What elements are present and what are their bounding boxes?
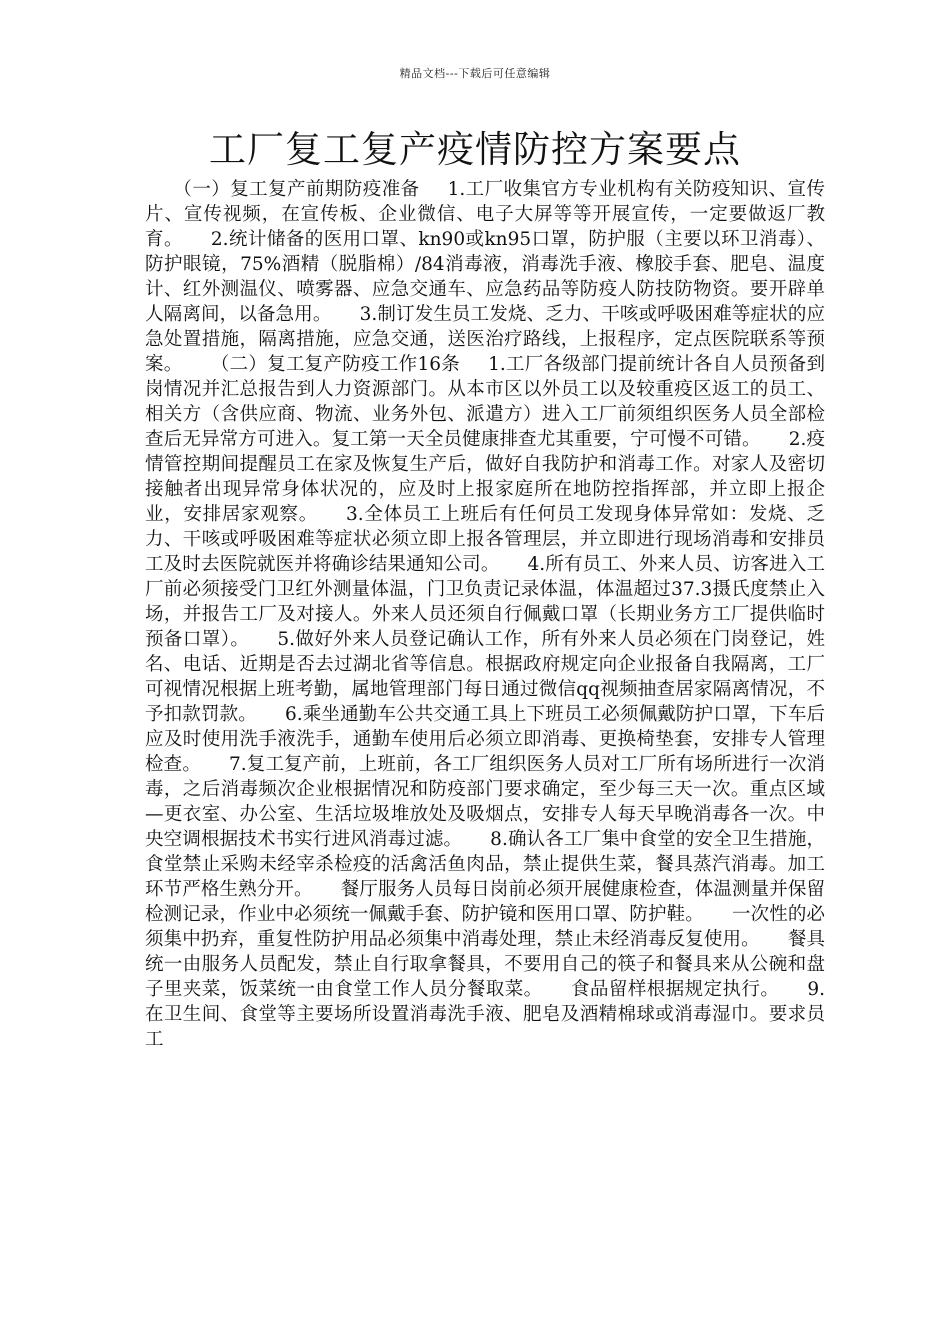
paragraph: 4.所有员工、外来人员、访客进入工厂前必须接受门卫红外测量体温，门卫负责记录体温，体温超过37.3摄氏度禁止入场，并报告工厂及对接人。外来人员还须自行佩戴口罩（长期业务方工厂提供临时预备口罩）。 [145,554,825,650]
document-title: 工厂复工复产疫情防控方案要点 [209,128,741,171]
document-body [145,177,825,1227]
paragraph: 5.做好外来人员登记确认工作，所有外来人员必须在门岗登记，姓名、电话、近期是否去过湖北省等信息。根据政府规定向企业报备自我隔离，工厂可视情况根据上班考勤，属地管理部门每日通过微信qq视频抽查居家隔离情况，不予扣款罚款。 [145,629,825,725]
paragraph: 餐具统一由服务人员配发，禁止自行取拿餐具，不要用自己的筷子和餐具来从公碗和盘子里夹菜，饭菜统一由食堂工作人员分餐取菜。 [145,929,825,1000]
paragraph: 1.工厂收集官方专业机构有关防疫知识、宣传片、宣传视频，在宣传板、企业微信、电子大屏等等开展宣传，一定要做返厂教育。 [145,179,825,250]
paragraph: 8.确认各工厂集中食堂的安全卫生措施，食堂禁止采购未经宰杀检疫的活禽活鱼肉品，禁止提供生菜，餐具蒸汽消毒。加工环节严格生熟分开。 [145,829,825,900]
section-heading-prep: （一）复工复产前期防疫准备 [173,179,420,200]
paragraph: 2.疫情管控期间提醒员工在家及恢复生产后，做好自我防护和消毒工作。对家人及密切接触者出现异常身体状况的，应及时上报家庭所在地防控指挥部，并立即上报企业，安排居家观察。 [145,429,825,525]
paragraph: 3.全体员工上班后有任何员工发现身体异常如：发烧、乏力、干咳或呼吸困难等症状必须立即上报各管理层，并立即进行现场消毒和安排员工及时去医院就医并将确诊结果通知公司。 [145,504,825,575]
paragraph: 一次性的必须集中扔弃，重复性防护用品必须集中消毒处理，禁止未经消毒反复使用。 [145,904,825,950]
paragraph: 餐厅服务人员每日岗前必须开展健康检查，体温测量并保留检测记录，作业中必须统一佩戴手套、防护镜和医用口罩、防护鞋。 [145,879,825,925]
section-heading-rules: （二）复工复产防疫工作16条 [210,354,461,375]
header-note: 精品文档---下载后可任意编辑 [399,67,551,80]
paragraph: 6.乘坐通勤车公共交通工具上下班员工必须佩戴防护口罩，下车后应及时使用洗手液洗手，通勤车使用后必须立即消毒、更换椅垫套，安排专人管理检查。 [145,704,825,775]
paragraph: 食品留样根据规定执行。 [570,979,780,1000]
paragraph: 3.制订发生员工发烧、乏力、干咳或呼吸困难等症状的应急处置措施，隔离措施，应急交通，送医治疗路线，上报程序，定点医院联系等预案。 [145,304,825,375]
paragraph: 7.复工复产前，上班前，各工厂组织医务人员对工厂所有场所进行一次消毒，之后消毒频次企业根据情况和防疫部门要求确定，至少每三天一次。重点区域—更衣室、办公室、生活垃圾堆放处及吸烟点，安排专人每天早晚消毒各一次。中央空调根据技术书实行进风消毒过滤。 [145,754,825,850]
paragraph: 2.统计储备的医用口罩、kn90或kn95口罩，防护服（主要以环卫消毒）、防护眼镜，75%酒精（脱脂棉）/84消毒液，消毒洗手液、橡胶手套、肥皂、温度计、红外测温仪、喷雾器、应急交通车、应急药品等防疫人防技防物资。要开辟单人隔离间，以备急用。 [145,229,825,325]
paragraph: 1.工厂各级部门提前统计各自人员预备到岗情况并汇总报告到人力资源部门。从本市区以外员工以及较重疫区返工的员工、相关方（含供应商、物流、业务外包、派遣方）进入工厂前须组织医务人员全部检查后无异常方可进入。复工第一天全员健康排查尤其重要，宁可慢不可错。 [145,354,825,450]
paragraph: 9.在卫生间、食堂等主要场所设置消毒洗手液、肥皂及酒精棉球或消毒湿巾。要求员工 [145,979,825,1050]
